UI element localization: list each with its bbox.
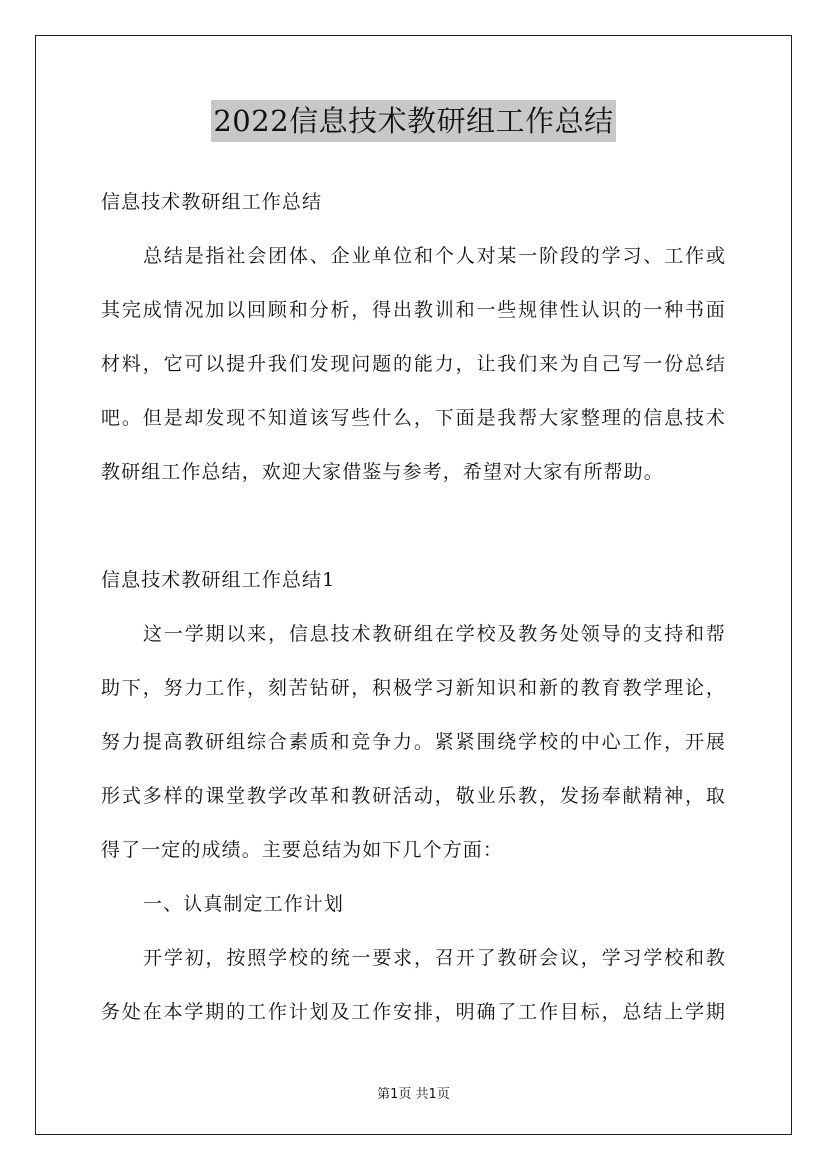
intro-line: 其完成情况加以回顾和分析，得出教训和一些规律性认识的一种书面 xyxy=(101,299,726,321)
document-title: 2022信息技术教研组工作总结 xyxy=(211,100,615,142)
intro-line: 总结是指社会团体、企业单位和个人对某一阶段的学习、工作或 xyxy=(143,245,726,267)
title-container xyxy=(0,100,827,142)
paragraph-gap xyxy=(101,499,726,553)
intro-line: 材料，它可以提升我们发现问题的能力，让我们来为自己写一份总结 xyxy=(101,353,726,375)
document-body xyxy=(101,175,726,1039)
intro-line: 吧。但是却发现不知道该写些什么，下面是我帮大家整理的信息技术 xyxy=(101,407,726,429)
section-heading: 信息技术教研组工作总结1 xyxy=(101,569,336,591)
subtitle: 信息技术教研组工作总结 xyxy=(101,191,323,213)
body-line: 这一学期以来，信息技术教研组在学校及教务处领导的支持和帮 xyxy=(143,623,726,645)
body-line: 务处在本学期的工作计划及工作安排，明确了工作目标，总结上学期 xyxy=(101,1001,726,1023)
body-line: 努力提高教研组综合素质和竞争力。紧紧围绕学校的中心工作，开展 xyxy=(101,731,726,753)
page-footer: 第1页 共1页 xyxy=(377,1087,450,1102)
body-line: 助下，努力工作，刻苦钻研，积极学习新知识和新的教育教学理论， xyxy=(101,677,726,699)
body-line: 开学初，按照学校的统一要求，召开了教研会议，学习学校和教 xyxy=(143,947,726,969)
intro-line: 教研组工作总结，欢迎大家借鉴与参考，希望对大家有所帮助。 xyxy=(101,461,664,483)
body-line: 形式多样的课堂教学改革和教研活动，敬业乐教，发扬奉献精神，取 xyxy=(101,785,726,807)
body-line: 得了一定的成绩。主要总结为如下几个方面： xyxy=(101,839,504,861)
sub-heading: 一、认真制定工作计划 xyxy=(143,893,345,915)
